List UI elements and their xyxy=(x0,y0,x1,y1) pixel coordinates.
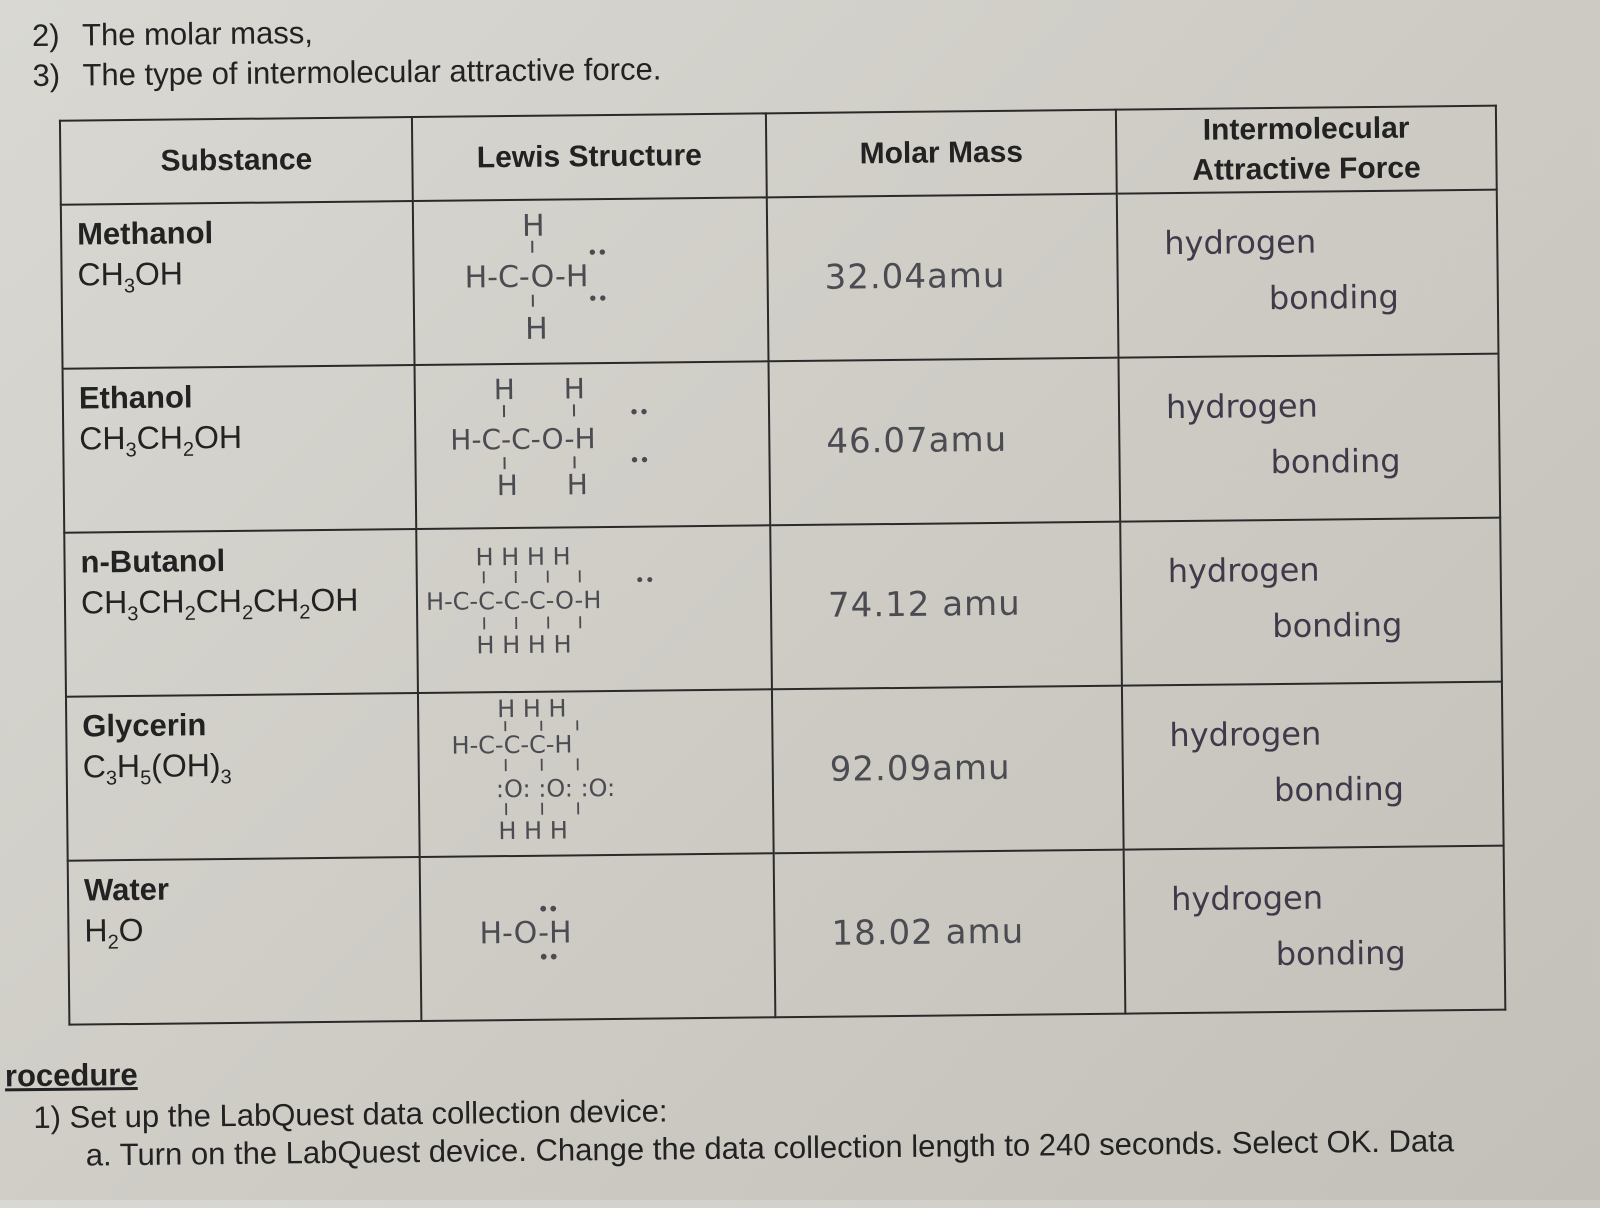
substance-formula: $CH_3CH_2CH_2CH_2OH$ xyxy=(81,581,415,627)
n-butanol-lewis-structure xyxy=(417,526,773,690)
table-row xyxy=(63,354,1501,533)
force-text-line1: hydrogen xyxy=(1166,387,1318,427)
svg-text:H H H: H H H xyxy=(497,694,567,723)
substance-cell xyxy=(68,857,422,1025)
force-text-line1: hydrogen xyxy=(1171,879,1323,919)
table-row xyxy=(68,846,1506,1025)
substance-name: Ethanol xyxy=(79,377,413,416)
svg-text:H H H: H H H xyxy=(498,816,568,845)
force-cell xyxy=(1122,682,1504,850)
force-cell xyxy=(1118,354,1500,522)
force-text-line1: hydrogen xyxy=(1169,715,1321,755)
glycerin-lewis-structure xyxy=(419,690,775,854)
force-text-line2: bonding xyxy=(1274,770,1404,809)
substance-name: Glycerin xyxy=(82,705,416,744)
substance-name: n-Butanol xyxy=(80,541,414,580)
procedure-step-1: 1) Set up the LabQuest data collection device: xyxy=(33,1093,668,1136)
substance-formula: $H_2O$ xyxy=(84,909,418,955)
svg-text:H-C-O-H: H-C-O-H xyxy=(464,259,588,295)
lewis-structure-cell xyxy=(415,361,771,529)
header-lewis-structure: Lewis Structure xyxy=(412,113,767,201)
substance-formula: $CH_3OH$ xyxy=(77,253,411,299)
force-cell xyxy=(1117,190,1499,358)
svg-text:H-O-H: H-O-H xyxy=(479,915,571,951)
svg-text:H H H H: H H H H xyxy=(476,630,571,659)
molar-mass-cell xyxy=(774,850,1126,1018)
molar-mass-cell xyxy=(770,522,1122,690)
procedure-step-1a: a. Turn on the LabQuest device. Change the data collection length to 240 seconds. Select OK. Data xyxy=(86,1123,1455,1173)
force-text-line2: bonding xyxy=(1272,606,1402,645)
table-header-row xyxy=(60,106,1497,205)
force-text-line2: bonding xyxy=(1270,442,1400,481)
force-cell xyxy=(1124,846,1506,1014)
molar-mass-cell xyxy=(772,686,1124,854)
ethanol-lewis-structure xyxy=(416,362,772,526)
svg-text:H: H xyxy=(525,312,548,347)
force-text-line2: bonding xyxy=(1269,278,1399,317)
substance-name: Water xyxy=(84,869,418,908)
lewis-structure-cell xyxy=(418,689,774,857)
intro-item: 3) The type of intermolecular attractive force. xyxy=(32,49,661,96)
svg-text:H-C-C-C-C-O-H: H-C-C-C-C-O-H xyxy=(426,586,602,616)
water-lewis-structure xyxy=(421,854,777,1018)
lewis-structure-cell xyxy=(420,853,776,1021)
force-cell xyxy=(1120,518,1502,686)
substance-formula: $CH_3CH_2OH$ xyxy=(79,417,413,463)
force-text-line1: hydrogen xyxy=(1164,223,1316,263)
table-row xyxy=(61,190,1499,369)
header-substance: Substance xyxy=(60,117,413,205)
lewis-structure-cell xyxy=(413,197,769,365)
substance-cell xyxy=(63,365,417,533)
molar-mass-cell xyxy=(767,194,1119,362)
svg-text:H H H H: H H H H xyxy=(475,542,570,571)
force-text-line2: bonding xyxy=(1276,934,1406,973)
intro-list xyxy=(32,9,662,96)
svg-text:H-C-C-C-H: H-C-C-C-H xyxy=(451,730,572,759)
intro-item: 2) The molar mass, xyxy=(32,9,661,56)
lewis-structure-cell xyxy=(416,525,772,693)
procedure-heading: rocedure xyxy=(5,1057,138,1094)
molar-mass-value: 92.09amu xyxy=(830,748,1011,790)
substance-formula: $C_3H_5(OH)_3$ xyxy=(83,745,417,791)
substance-cell xyxy=(61,201,415,369)
molar-mass-value: 32.04amu xyxy=(824,256,1005,298)
header-molar-mass: Molar Mass xyxy=(766,110,1117,198)
svg-text:H: H xyxy=(567,468,588,501)
svg-text::O: :O: :O:: :O: :O: :O: xyxy=(496,774,615,803)
substance-cell xyxy=(64,529,418,697)
header-attractive-force: Intermolecular Attractive Force xyxy=(1116,106,1497,194)
table-row xyxy=(66,682,1504,861)
svg-text:H: H xyxy=(522,209,545,244)
substance-cell xyxy=(66,693,420,861)
svg-text:H: H xyxy=(564,372,585,405)
molar-mass-value: 46.07amu xyxy=(826,420,1007,462)
molar-mass-value: 18.02 amu xyxy=(831,912,1024,954)
force-text-line1: hydrogen xyxy=(1168,551,1320,591)
substance-table xyxy=(59,105,1506,1026)
methanol-lewis-structure xyxy=(414,198,770,362)
svg-text:H: H xyxy=(494,373,515,406)
molar-mass-value: 74.12 amu xyxy=(828,584,1021,626)
table-row xyxy=(64,518,1502,697)
molar-mass-cell xyxy=(768,358,1120,526)
substance-name: Methanol xyxy=(77,213,411,252)
svg-text:H-C-C-O-H: H-C-C-O-H xyxy=(450,422,596,457)
svg-text:H: H xyxy=(497,469,518,502)
